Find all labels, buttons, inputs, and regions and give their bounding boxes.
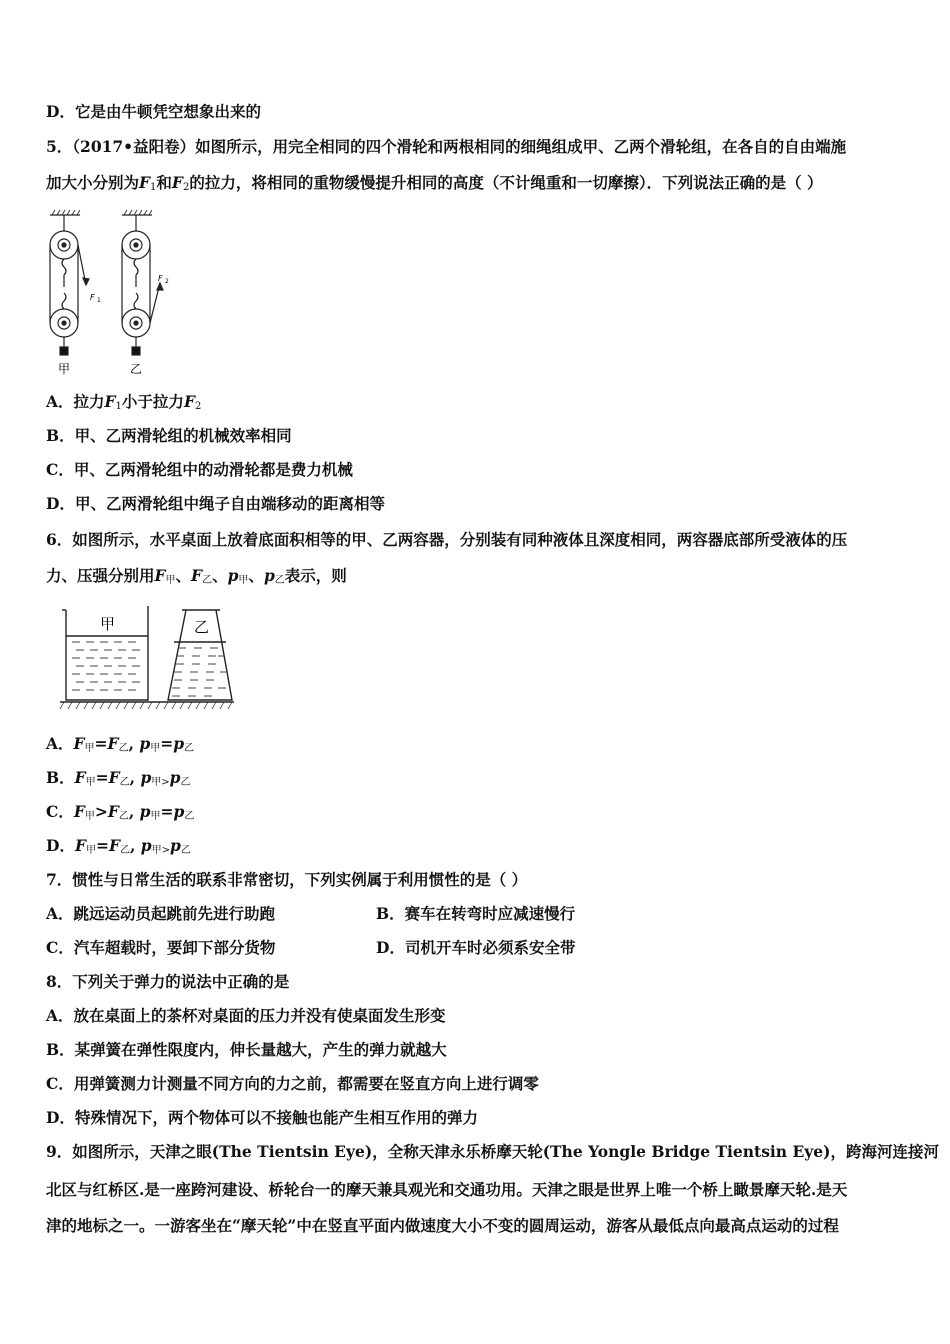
q4-option-d: D．它是由牛顿凭空想象出来的 bbox=[46, 102, 261, 121]
q5-stem-line2: 加大小分别为$F_1$和$F_2$的拉力，将相同的重物缓慢提升相同的高度（不计绳重和一切摩擦）．下列说法正确的是（ ） bbox=[46, 173, 823, 193]
q6-option-c: C．$F_甲>F_乙$, $p_甲=p_乙$ bbox=[46, 802, 195, 822]
svg-text:乙: 乙 bbox=[194, 618, 210, 636]
q8-option-c: C．用弹簧测力计测量不同方向的力之前，都需要在竖直方向上进行调零 bbox=[46, 1074, 539, 1093]
q8-option-b: B．某弹簧在弹性限度内，伸长量越大，产生的弹力就越大 bbox=[46, 1040, 447, 1059]
q6-option-b: B．$F_甲=F_乙$, $p_{甲>}p_乙$ bbox=[46, 768, 191, 788]
q9-stem-line3: 津的地标之一。一游客坐在“摩天轮”中在竖直平面内做速度大小不变的圆周运动，游客从最低点向最高点运动的过程 bbox=[46, 1216, 839, 1235]
q9-stem-line1: 9．如图所示，天津之眼(The Tientsin Eye)，全称天津永乐桥摩天轮(The Yongle Bridge Tientsin Eye)，跨海河连接河 bbox=[46, 1142, 939, 1161]
q6-stem-line1: 6．如图所示，水平桌面上放着底面积相等的甲、乙两容器，分别装有同种液体且深度相同，两容器底部所受液体的压 bbox=[46, 530, 848, 549]
q6-option-a: A．$F_甲=F_乙$, $p_甲=p_乙$ bbox=[46, 734, 195, 754]
q5-stem-line1: 5．（2017•益阳卷）如图所示，用完全相同的四个滑轮和两根相同的细绳组成甲、乙两个滑轮组，在各自的自由端施 bbox=[46, 137, 847, 156]
svg-text:甲: 甲 bbox=[100, 615, 116, 633]
q5-option-b: B．甲、乙两滑轮组的机械效率相同 bbox=[46, 426, 292, 445]
q8-stem: 8．下列关于弹力的说法中正确的是 bbox=[46, 972, 290, 991]
q9-stem-line2: 北区与红桥区.是一座跨河建设、桥轮台一的摩天兼具观光和交通功用。天津之眼是世界上唯一个桥上瞰景摩天轮.是天 bbox=[46, 1180, 848, 1199]
q6-option-d: D．$F_甲=F_乙$, $p_{甲>}p_乙$ bbox=[46, 836, 191, 856]
svg-text:1: 1 bbox=[97, 297, 101, 304]
q5-option-d: D．甲、乙两滑轮组中绳子自由端移动的距离相等 bbox=[46, 494, 385, 513]
svg-text:2: 2 bbox=[165, 278, 169, 285]
containers-figure bbox=[58, 596, 238, 716]
q7-option-d: D．司机开车时必须系安全带 bbox=[376, 938, 576, 957]
svg-text:乙: 乙 bbox=[130, 362, 143, 376]
q7-option-c: C．汽车超载时，要卸下部分货物 bbox=[46, 938, 276, 957]
svg-text:F: F bbox=[158, 274, 163, 283]
q7-option-a: A．跳远运动员起跳前先进行助跑 bbox=[46, 904, 276, 923]
svg-text:甲: 甲 bbox=[58, 362, 71, 376]
q7-stem: 7．惯性与日常生活的联系非常密切，下列实例属于利用惯性的是（ ） bbox=[46, 870, 528, 889]
q6-stem-line2: 力、压强分别用$F_甲$、$F_乙$、$p_甲$、$p_乙$表示，则 bbox=[46, 566, 347, 586]
q5-option-a: A．拉力$F_1$小于拉力$F_2$ bbox=[46, 392, 202, 412]
q8-option-a: A．放在桌面上的茶杯对桌面的压力并没有使桌面发生形变 bbox=[46, 1006, 446, 1025]
q5-option-c: C．甲、乙两滑轮组中的动滑轮都是费力机械 bbox=[46, 460, 353, 479]
q8-option-d: D．特殊情况下，两个物体可以不接触也能产生相互作用的弹力 bbox=[46, 1108, 478, 1127]
q7-option-b: B．赛车在转弯时应减速慢行 bbox=[376, 904, 576, 923]
pulley-figure bbox=[40, 205, 180, 377]
svg-text:F: F bbox=[90, 293, 95, 302]
